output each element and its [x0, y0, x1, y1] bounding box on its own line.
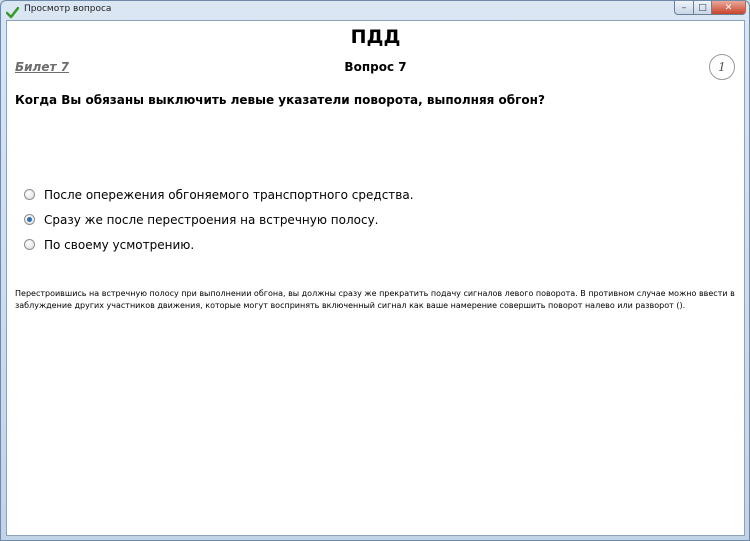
question-number: Вопрос 7: [344, 60, 407, 74]
answer-label[interactable]: По своему усмотрению.: [44, 237, 195, 252]
maximize-button[interactable]: □: [693, 1, 712, 15]
window-bottom-border: [6, 536, 745, 541]
answer-list: [24, 182, 414, 257]
answer-option-3[interactable]: [24, 232, 414, 257]
radio-button-selected[interactable]: [24, 214, 35, 225]
minimize-button[interactable]: –: [674, 1, 694, 15]
page-title: ПДД: [350, 26, 401, 48]
page-badge[interactable]: 1: [709, 54, 735, 80]
radio-button[interactable]: [24, 189, 35, 200]
window-title: Просмотр вопроса: [24, 4, 112, 14]
checkmark-icon: [6, 4, 19, 16]
radio-button[interactable]: [24, 239, 35, 250]
answer-option-2[interactable]: [24, 207, 414, 232]
question-text: Когда Вы обязаны выключить левые указатели поворота, выполняя обгон?: [15, 93, 545, 107]
close-button[interactable]: ✕: [711, 1, 746, 15]
answer-label[interactable]: После опережения обгоняемого транспортного средства.: [44, 187, 414, 202]
answer-label[interactable]: Сразу же после перестроения на встречную полосу.: [44, 212, 379, 227]
ticket-link[interactable]: Билет 7: [15, 60, 69, 74]
answer-explanation: Перестроившись на встречную полосу при выполнении обгона, вы должны сразу же прекратить подачу сигналов левого поворота. В противном случае можно ввести в заблуждение других участников движения, которые могут воспринять включенный сигнал как ваше намерение совершить поворот налево или разворот ().: [15, 289, 735, 310]
title-bar[interactable]: [1, 1, 749, 19]
question-panel: [6, 20, 745, 536]
answer-option-1[interactable]: [24, 182, 414, 207]
